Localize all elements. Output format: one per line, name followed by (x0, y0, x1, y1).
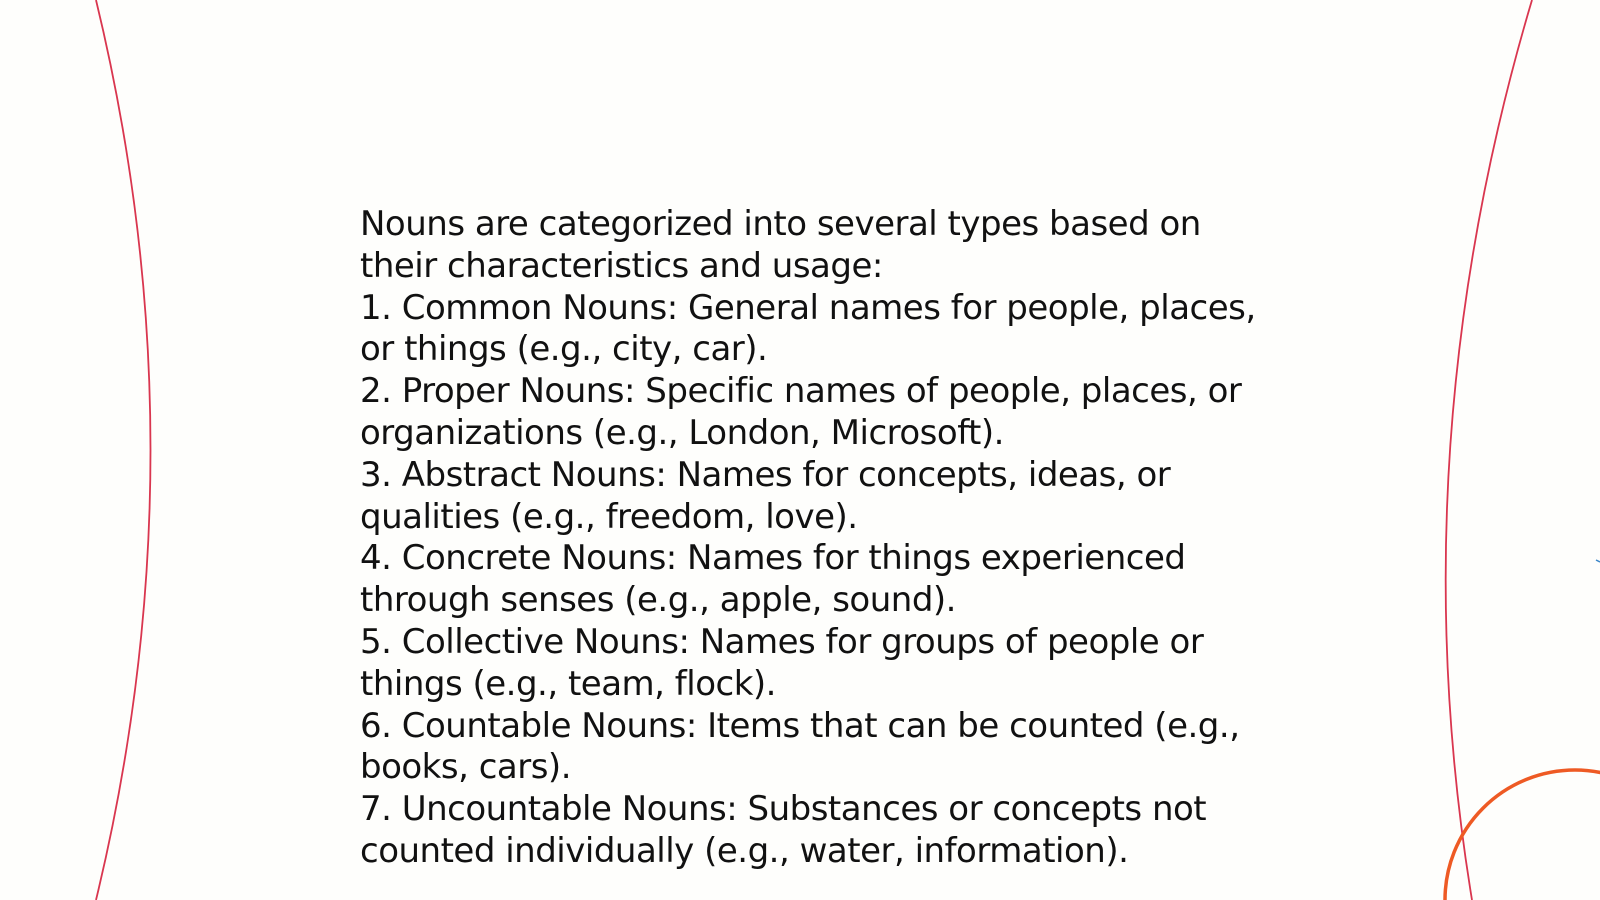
item-5-line-2: things (e.g., team, flock). (360, 663, 776, 704)
blue-tick (1596, 560, 1600, 562)
slide-body-text (360, 204, 1260, 873)
right-arc (1446, 0, 1532, 900)
item-7-line-1: 7. Uncountable Nouns: Substances or concepts not (360, 789, 1207, 830)
item-1-line-1: 1. Common Nouns: General names for people, places, (360, 287, 1256, 328)
item-6-line-2: books, cars). (360, 747, 571, 788)
item-2-line-2: organizations (e.g., London, Microsoft). (360, 412, 1004, 453)
item-3-line-1: 3. Abstract Nouns: Names for concepts, ideas, or (360, 454, 1171, 495)
intro-line-2: their characteristics and usage: (360, 245, 883, 286)
item-4-line-1: 4. Concrete Nouns: Names for things experienced (360, 538, 1186, 579)
item-1-line-2: or things (e.g., city, car). (360, 329, 768, 370)
item-7-line-2: counted individually (e.g., water, information). (360, 830, 1129, 871)
intro-line-1: Nouns are categorized into several types based on (360, 204, 1201, 244)
item-6-line-1: 6. Countable Nouns: Items that can be counted (e.g., (360, 705, 1240, 746)
left-arc (96, 0, 151, 900)
item-4-line-2: through senses (e.g., apple, sound). (360, 580, 956, 621)
item-2-line-1: 2. Proper Nouns: Specific names of people, places, or (360, 371, 1242, 412)
item-5-line-1: 5. Collective Nouns: Names for groups of people or (360, 621, 1204, 662)
item-3-line-2: qualities (e.g., freedom, love). (360, 496, 858, 537)
